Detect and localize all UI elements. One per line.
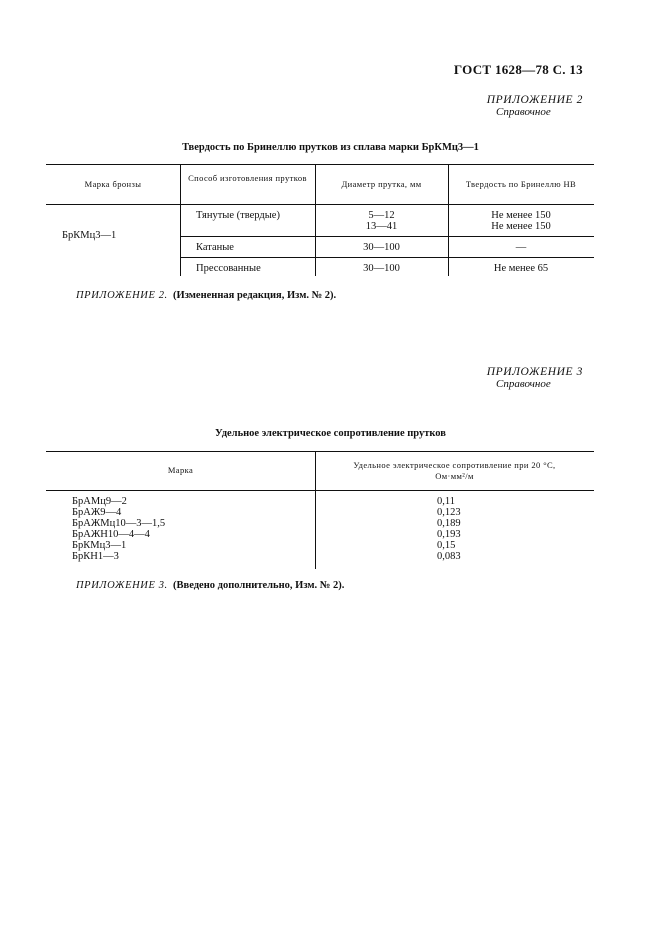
row-1-method: Тянутые (твердые) <box>196 210 280 221</box>
value-cell: 0,193 <box>437 529 461 540</box>
appendix-2-type: Справочное <box>496 106 551 118</box>
row-3-hardness: Не менее 65 <box>493 263 549 274</box>
row-2-diameter: 30—100 <box>363 242 400 253</box>
appendix-3-type: Справочное <box>496 378 551 390</box>
grade-cell: БрКН1—3 <box>72 551 119 562</box>
appendix-3-note: ПРИЛОЖЕНИЕ 3. (Введено дополнительно, Изм. № 2). <box>76 580 345 591</box>
resistivity-grade-list <box>72 496 165 562</box>
value-cell: 0,11 <box>437 496 455 507</box>
table-1-grade: БрКМц3—1 <box>62 230 117 241</box>
value-cell: 0,083 <box>437 551 461 562</box>
grade-cell: БрКМц3—1 <box>72 540 127 551</box>
col-header-grade: Марка бронзы <box>84 179 142 189</box>
col-header-resistivity-unit: Ом·мм²/м <box>435 471 474 481</box>
row-3-diameter: 30—100 <box>363 263 400 274</box>
col-header-method: Способ изготовления прутков <box>188 173 307 183</box>
grade-cell: БрАЖН10—4—4 <box>72 529 150 540</box>
row-2-method: Катаные <box>196 242 234 253</box>
appendix-2-note: ПРИЛОЖЕНИЕ 2. (Измененная редакция, Изм. № 2). <box>76 290 337 301</box>
col-header-diameter: Диаметр прутка, мм <box>341 179 422 189</box>
table-1-title: Твердость по Бринеллю прутков из сплава марки БрКМц3—1 <box>182 142 479 153</box>
value-cell: 0,15 <box>437 540 456 551</box>
grade-cell: БрАМц9—2 <box>72 496 127 507</box>
resistivity-value-list <box>437 496 461 562</box>
row-1-diameter-1: 5—12 <box>368 210 395 221</box>
value-cell: 0,123 <box>437 507 461 518</box>
col-header-hardness: Твердость по Бринеллю НВ <box>465 179 577 189</box>
grade-cell: БрАЖМц10—3—1,5 <box>72 518 166 529</box>
row-1-hardness-1: Не менее 150 <box>491 210 551 221</box>
row-2-hardness: — <box>515 242 527 253</box>
row-1-diameter-2: 13—41 <box>365 221 398 232</box>
page-header: ГОСТ 1628—78 С. 13 <box>453 62 583 77</box>
col-header-grade: Марка <box>167 465 194 475</box>
appendix-2-label: ПРИЛОЖЕНИЕ 2 <box>486 94 583 106</box>
value-cell: 0,189 <box>437 518 461 529</box>
row-1-hardness-2: Не менее 150 <box>491 221 551 232</box>
row-3-method: Прессованные <box>196 263 261 274</box>
appendix-3-label: ПРИЛОЖЕНИЕ 3 <box>486 366 583 378</box>
table-2-title: Удельное электрическое сопротивление прутков <box>215 428 446 439</box>
grade-cell: БрАЖ9—4 <box>72 507 122 518</box>
col-header-resistivity: Удельное электрическое сопротивление при 20 °С, <box>353 460 556 470</box>
